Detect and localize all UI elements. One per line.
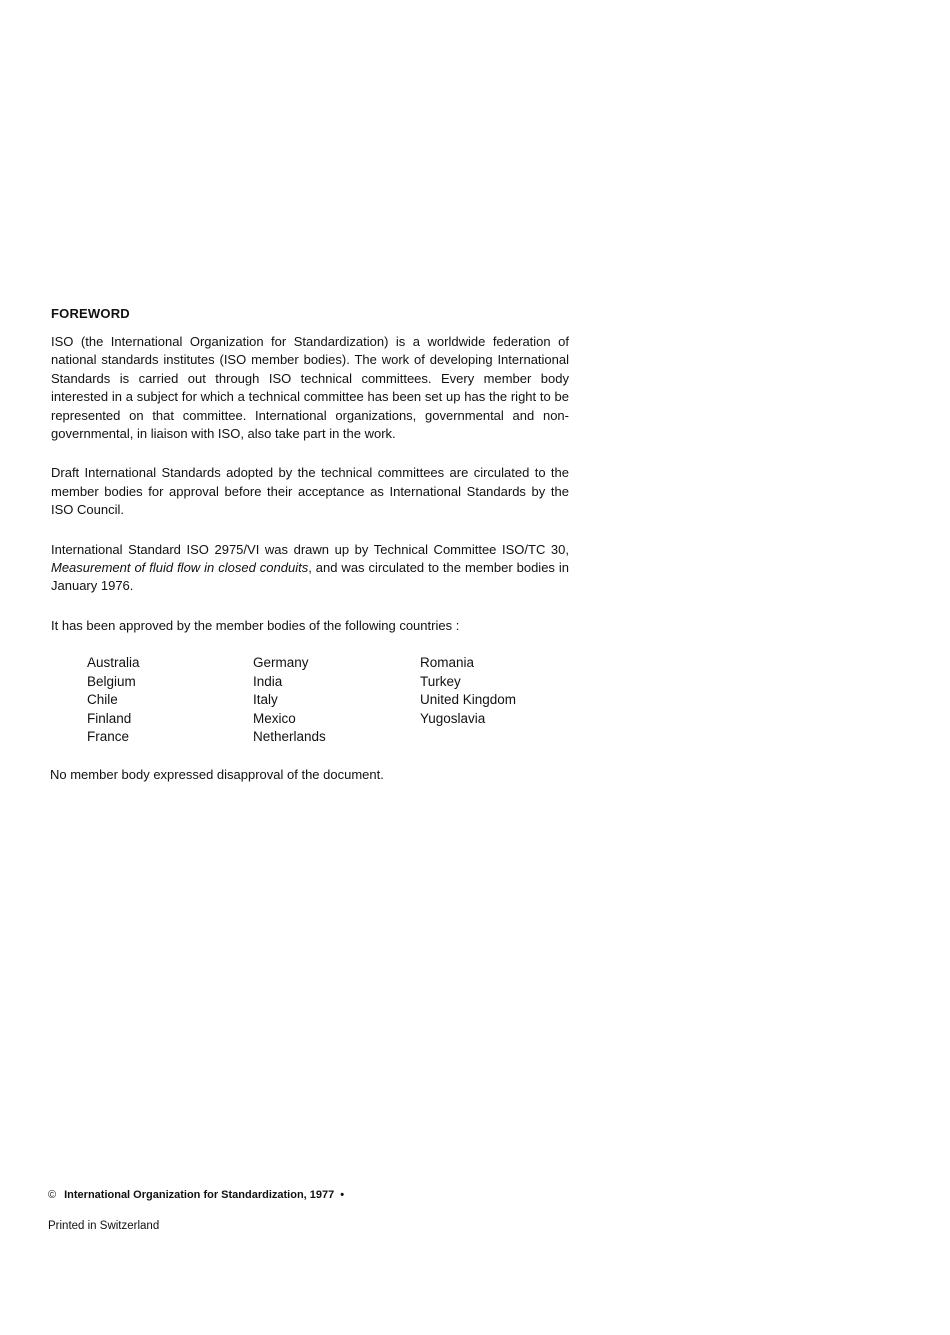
country-item: Romania [420,655,475,671]
copyright-icon: © [48,1189,57,1201]
committee-title: Measurement of fluid flow in closed conduits [51,560,309,576]
foreword-section [51,306,569,806]
country-item: United Kingdom [420,692,517,708]
country-item: Chile [87,692,118,708]
country-item: Yugoslavia [420,710,486,726]
foreword-paragraph-draft-standards: Draft International Standards adopted by the technical committees are circulated to the member bodies for approval before their acceptance as International Standards by the ISO Council. [51,465,569,518]
country-item: Turkey [420,673,461,689]
standard-origin-text-end: , and was circulated to the member bodies in January 1976. [51,560,570,594]
standard-origin-text: International Standard ISO 2975/VI was drawn up by Technical Committee ISO/TC 30, [51,541,569,557]
foreword-paragraph-iso-description: ISO (the International Organization for Standardization) is a worldwide federation of national standards institutes (ISO member bodies). The work of developing International Standards is carried out through ISO technical committees. Every member body interested in a subject for which a technical committee has been set up has the right to be represented on that committee. International organizations, governmental and non-governmental, in liaison with ISO, also take part in the work. [51,334,569,442]
country-item: Germany [253,655,309,671]
country-item: France [87,728,130,744]
copyright-notice [48,1189,344,1201]
country-item: Belgium [87,673,136,689]
country-item: Finland [87,710,132,726]
foreword-paragraph-standard-origin [51,541,569,596]
country-item: Mexico [253,710,296,726]
country-item: Australia [87,655,140,671]
foreword-heading: FOREWORD [51,306,130,321]
country-item: Italy [253,692,278,708]
disapproval-note: No member body expressed disapproval of the document. [50,767,384,783]
country-column-2 [253,654,420,746]
country-item: Netherlands [253,728,326,744]
bullet-icon: • [340,1189,345,1201]
country-item: India [253,673,283,689]
copyright-text: International Organization for Standardization, 1977 [64,1189,335,1201]
printed-location: Printed in Switzerland [48,1220,160,1232]
approval-intro: It has been approved by the member bodies of the following countries : [51,617,460,633]
country-column-1 [87,654,253,746]
country-column-3 [420,654,590,746]
approving-countries-list [87,654,569,746]
